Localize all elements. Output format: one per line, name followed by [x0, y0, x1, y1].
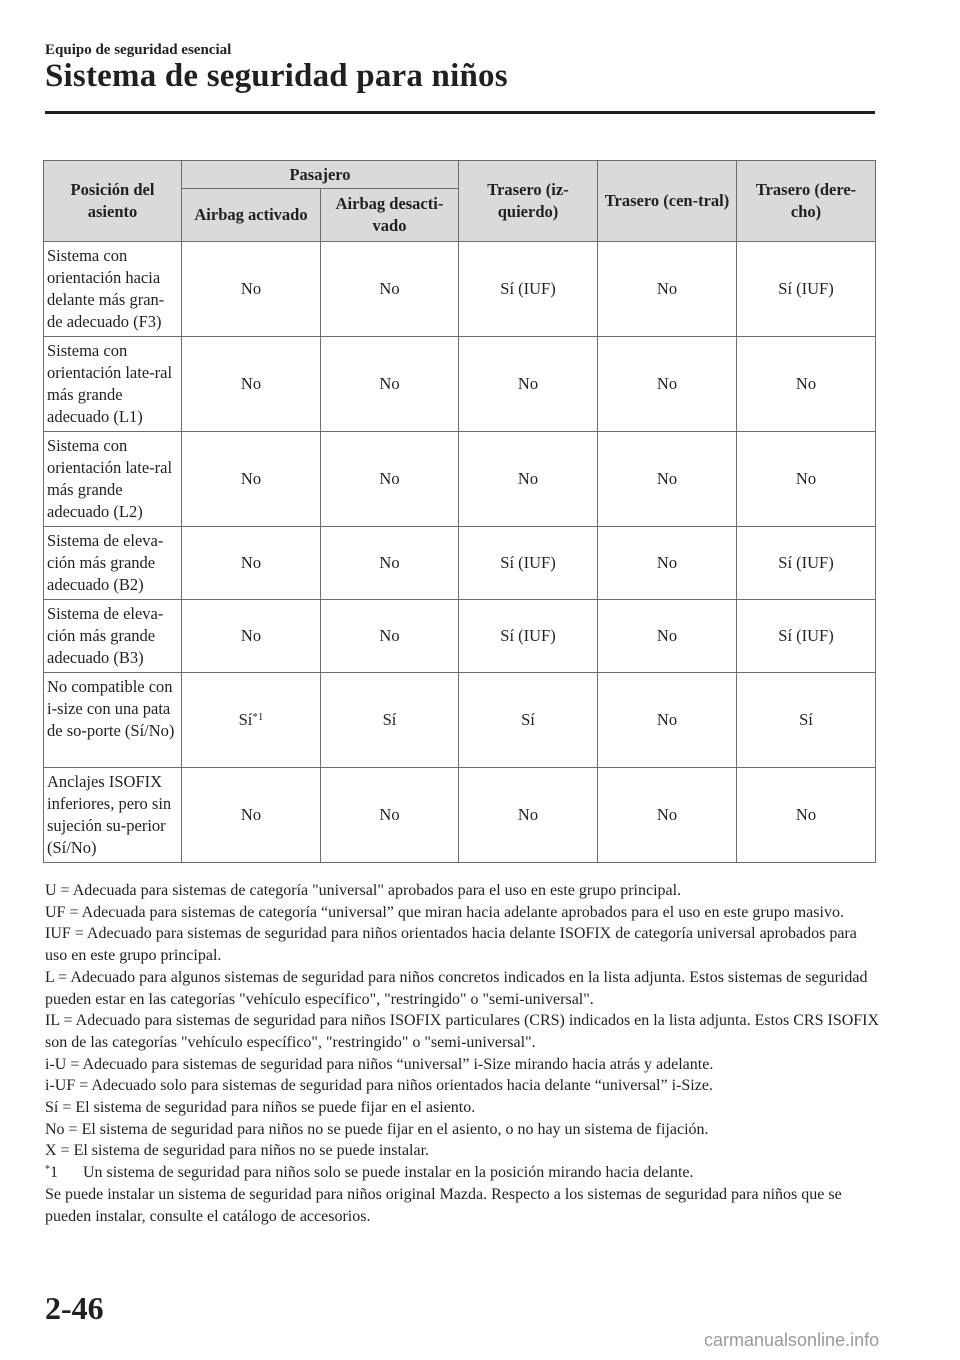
cell-value: Sí — [238, 710, 253, 729]
row-label: Sistema de eleva-ción más grande adecuado (B3) — [44, 600, 182, 673]
watermark: carmanualsonline.info — [704, 1330, 880, 1350]
note-line: IL = Adecuado para sistemas de seguridad para niños ISOFIX particulares (CRS) indicados en la lista adjunta. Estos CRS ISOFIX son de las categorías "vehículo específico", "restringido" o "semi-universal". — [45, 1012, 880, 1051]
table-cell: No — [598, 527, 737, 600]
page-number: 2-46 — [45, 1290, 104, 1326]
table-cell: Sí (IUF) — [737, 527, 876, 600]
table-row — [44, 337, 876, 432]
table-cell: Sí (IUF) — [737, 600, 876, 673]
table-cell: No — [737, 432, 876, 527]
note-line: No = El sistema de seguridad para niños no se puede fijar en el asiento, o no hay un sistema de fijación. — [45, 1120, 709, 1138]
table-cell: No — [598, 673, 737, 768]
title-divider — [45, 111, 875, 114]
table-cell: No — [598, 432, 737, 527]
table-row — [44, 600, 876, 673]
table-cell: No — [321, 432, 459, 527]
table-cell: No — [459, 432, 598, 527]
footnote — [45, 1162, 880, 1184]
table-cell: No — [598, 768, 737, 863]
table-cell: No — [598, 600, 737, 673]
note-line: IUF = Adecuado para sistemas de seguridad para niños orientados hacia delante ISOFIX de categoría universal aprobados para uso en este grupo principal. — [45, 925, 857, 965]
table-cell: No — [182, 600, 321, 673]
row-label: Anclajes ISOFIX inferiores, pero sin sujeción su-perior (Sí/No) — [44, 768, 182, 863]
table-cell: No — [182, 527, 321, 600]
table-cell: No — [182, 432, 321, 527]
note-line: X = El sistema de seguridad para niños no se puede instalar. — [45, 1142, 430, 1160]
footnote-number: 1 — [50, 1164, 58, 1182]
table-cell: No — [321, 600, 459, 673]
table-cell: No — [459, 337, 598, 432]
section-label: Equipo de seguridad esencial — [45, 42, 232, 58]
table-cell: No — [182, 337, 321, 432]
table-cell: No — [737, 768, 876, 863]
note-line: i-UF = Adecuado solo para sistemas de seguridad para niños orientados hacia delante “universal” i-Size. — [45, 1077, 713, 1095]
table-cell: Sí — [459, 673, 598, 768]
seat-compatibility-table — [43, 160, 876, 863]
closing-note: Se puede instalar un sistema de seguridad para niños original Mazda. Respecto a los sistemas de seguridad para niños que se pueden instalar, consulte el catálogo de accesorios. — [45, 1185, 842, 1225]
note-line: U = Adecuada para sistemas de categoría "universal" aprobados para el uso en este grupo principal. — [45, 882, 682, 899]
row-label: Sistema con orientación late-ral más grande adecuado (L2) — [44, 432, 182, 527]
table-cell: No — [598, 337, 737, 432]
table-cell: Sí (IUF) — [737, 242, 876, 337]
table-cell: Sí (IUF) — [459, 527, 598, 600]
header-seat-position: Posición del asiento — [44, 161, 182, 242]
footnote-asterisk: * — [45, 1164, 50, 1176]
table-row — [44, 242, 876, 337]
row-label: No compatible con i-size con una pata de so-porte (Sí/No) — [44, 673, 182, 768]
note-line: Sí = El sistema de seguridad para niños se puede fijar en el asiento. — [45, 1099, 476, 1117]
table-cell: No — [182, 242, 321, 337]
header-airbag-on: Airbag activado — [182, 189, 321, 242]
footnote-ref: *1 — [252, 711, 264, 723]
table-cell: No — [737, 337, 876, 432]
table-row — [44, 527, 876, 600]
note-line: UF = Adecuada para sistemas de categoría “universal” que miran hacia adelante aprobados para el uso en este grupo masivo. — [45, 903, 844, 921]
footnote-marker — [45, 1162, 83, 1184]
page-title: Sistema de seguridad para niños — [45, 58, 508, 94]
header-rear-right: Trasero (dere-cho) — [737, 161, 876, 242]
table-cell: No — [321, 242, 459, 337]
table-cell: Sí (IUF) — [459, 600, 598, 673]
note-line: L = Adecuado para algunos sistemas de seguridad para niños concretos indicados en la lista adjunta. Estos sistemas de seguridad pueden estar en las categorías "vehículo específico", "restringido" o "semi-universal". — [45, 968, 868, 1008]
table-cell: No — [321, 768, 459, 863]
table-cell: No — [182, 768, 321, 863]
table-cell — [182, 673, 321, 768]
header-rear-center: Trasero (cen-tral) — [598, 161, 737, 242]
row-label: Sistema con orientación hacia delante más gran-de adecuado (F3) — [44, 242, 182, 337]
table-row — [44, 673, 876, 768]
table-cell: No — [321, 337, 459, 432]
row-label: Sistema con orientación late-ral más grande adecuado (L1) — [44, 337, 182, 432]
table-cell: Sí — [737, 673, 876, 768]
table-cell: No — [598, 242, 737, 337]
footnote-text: Un sistema de seguridad para niños solo se puede instalar en la posición mirando hacia delante. — [83, 1164, 694, 1182]
header-airbag-off: Airbag desacti-vado — [321, 189, 459, 242]
table-cell: No — [321, 527, 459, 600]
row-label: Sistema de eleva-ción más grande adecuado (B2) — [44, 527, 182, 600]
table-cell: No — [459, 768, 598, 863]
table-cell: Sí — [321, 673, 459, 768]
note-line: i-U = Adecuado para sistemas de seguridad para niños “universal” i-Size mirando hacia atrás y adelante. — [45, 1055, 714, 1073]
header-rear-left: Trasero (iz-quierdo) — [459, 161, 598, 242]
legend-notes — [45, 880, 880, 1227]
table-cell: Sí (IUF) — [459, 242, 598, 337]
header-passenger: Pasajero — [182, 161, 459, 189]
table-row — [44, 432, 876, 527]
table-row — [44, 768, 876, 863]
